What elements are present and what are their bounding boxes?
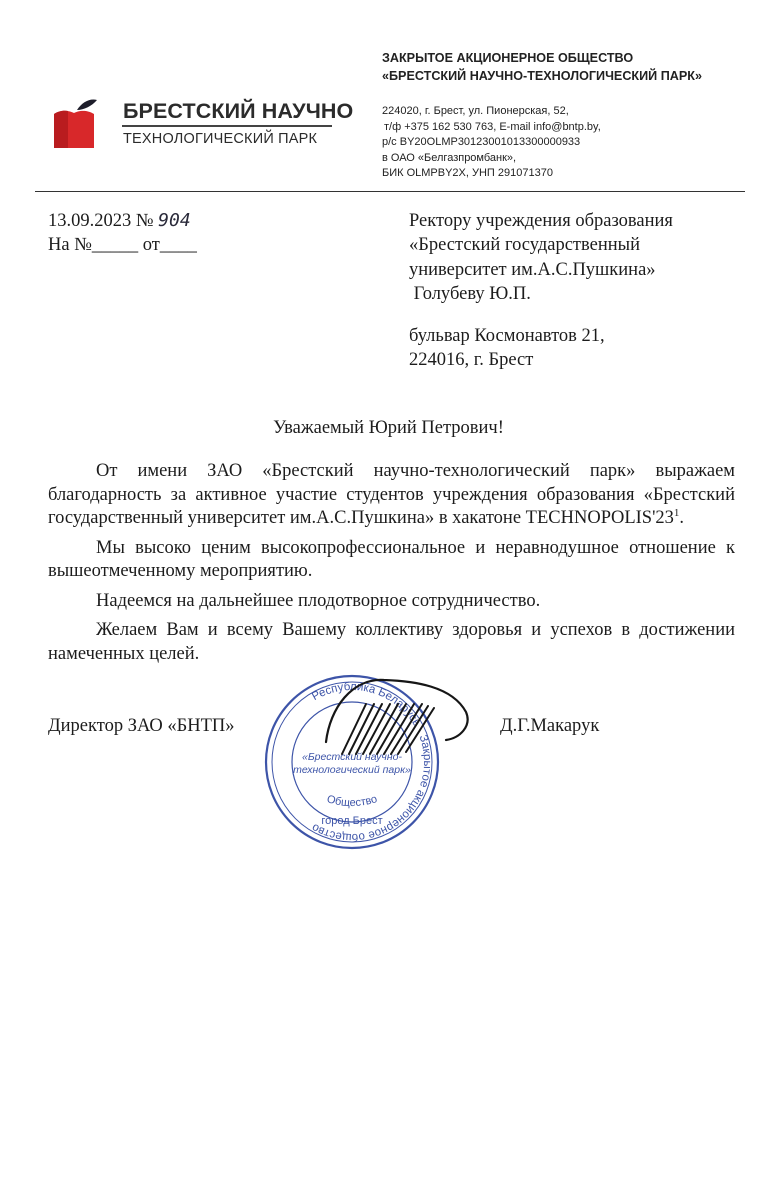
logo-divider	[122, 125, 332, 127]
body-paragraph	[48, 460, 735, 531]
logo-name-line1: БРЕСТСКИЙ НАУЧНО	[123, 99, 354, 123]
recipient-address	[409, 324, 673, 373]
letter-reference	[48, 209, 197, 257]
body-paragraph: Надеемся на дальнейшее плодотворное сотрудничество.	[96, 590, 541, 611]
signatory-name: Д.Г.Макарук	[500, 716, 600, 736]
logo-name-line2: ТЕХНОЛОГИЧЕСКИЙ ПАРК	[123, 131, 318, 147]
recipient-city: 224016, г. Брест	[409, 350, 534, 371]
org-address: 224020, г. Брест, ул. Пионерская, 52,	[382, 105, 569, 117]
letter-body	[48, 460, 735, 666]
body-paragraph: Желаем Вам и всему Вашему коллективу здоровья и успехов в достижении намеченных целей.	[48, 620, 735, 664]
paragraph-text: От имени ЗАО «Брестский научно-технологический парк» выражаем благодарность за активное участие студентов учреждения образования «Брестский государственный университет им.А.С.Пушкина» в хакатоне TECHNOPOLIS'23	[48, 461, 735, 528]
stamp-bottom-line1: Общество	[325, 793, 379, 810]
paragraph-end: .	[679, 508, 685, 528]
org-account: р/с BY20OLMP30123001013300000933	[382, 136, 581, 148]
recipient-line: университет им.А.С.Пушкина»	[409, 259, 656, 280]
header-divider	[35, 191, 745, 192]
signatory-role: Директор ЗАО «БНТП»	[48, 716, 235, 736]
org-title	[382, 49, 702, 85]
org-title-line2: «БРЕСТСКИЙ НАУЧНО-ТЕХНОЛОГИЧЕСКИЙ ПАРК»	[382, 69, 702, 83]
handwritten-signature	[322, 668, 472, 760]
org-details	[382, 104, 601, 182]
salutation: Уважаемый Юрий Петрович!	[273, 418, 504, 438]
stamp-inner-line2: технологический парк»	[293, 764, 411, 776]
apple-logo-icon	[50, 96, 98, 150]
recipient-name: Голубеву Ю.П.	[409, 283, 531, 304]
footnote-marker: 1	[673, 506, 680, 519]
recipient-street: бульвар Космонавтов 21,	[409, 326, 605, 347]
org-contacts: т/ф +375 162 530 763, E-mail info@bntp.by,	[384, 120, 601, 133]
org-title-line1: ЗАКРЫТОЕ АКЦИОНЕРНОЕ ОБЩЕСТВО	[382, 51, 634, 65]
body-paragraph: Мы высоко ценим высокопрофессиональное и неравнодушное отношение к вышеотмеченному мероприятию.	[48, 537, 735, 581]
stamp-inner-line1: «Брестский научно-	[302, 751, 402, 763]
stamp-bottom-line2: город Брест	[321, 815, 383, 827]
recipient-line: Ректору учреждения образования	[409, 211, 673, 231]
stamp-outer-text: Республика Беларусь · Закрытое акционерное общество	[309, 680, 434, 844]
recipient-line: «Брестский государственный	[409, 235, 640, 256]
org-bik: БИК OLMPBY2X, УНП 291071370	[382, 167, 553, 179]
reference-incoming: На №_____ от____	[48, 235, 197, 255]
reference-date-line	[48, 209, 197, 233]
recipient-block	[409, 209, 673, 373]
org-bank: в ОАО «Белгазпромбанк»,	[382, 151, 517, 164]
reference-date: 13.09.2023 №	[48, 211, 154, 231]
reference-number: 904	[158, 210, 191, 231]
